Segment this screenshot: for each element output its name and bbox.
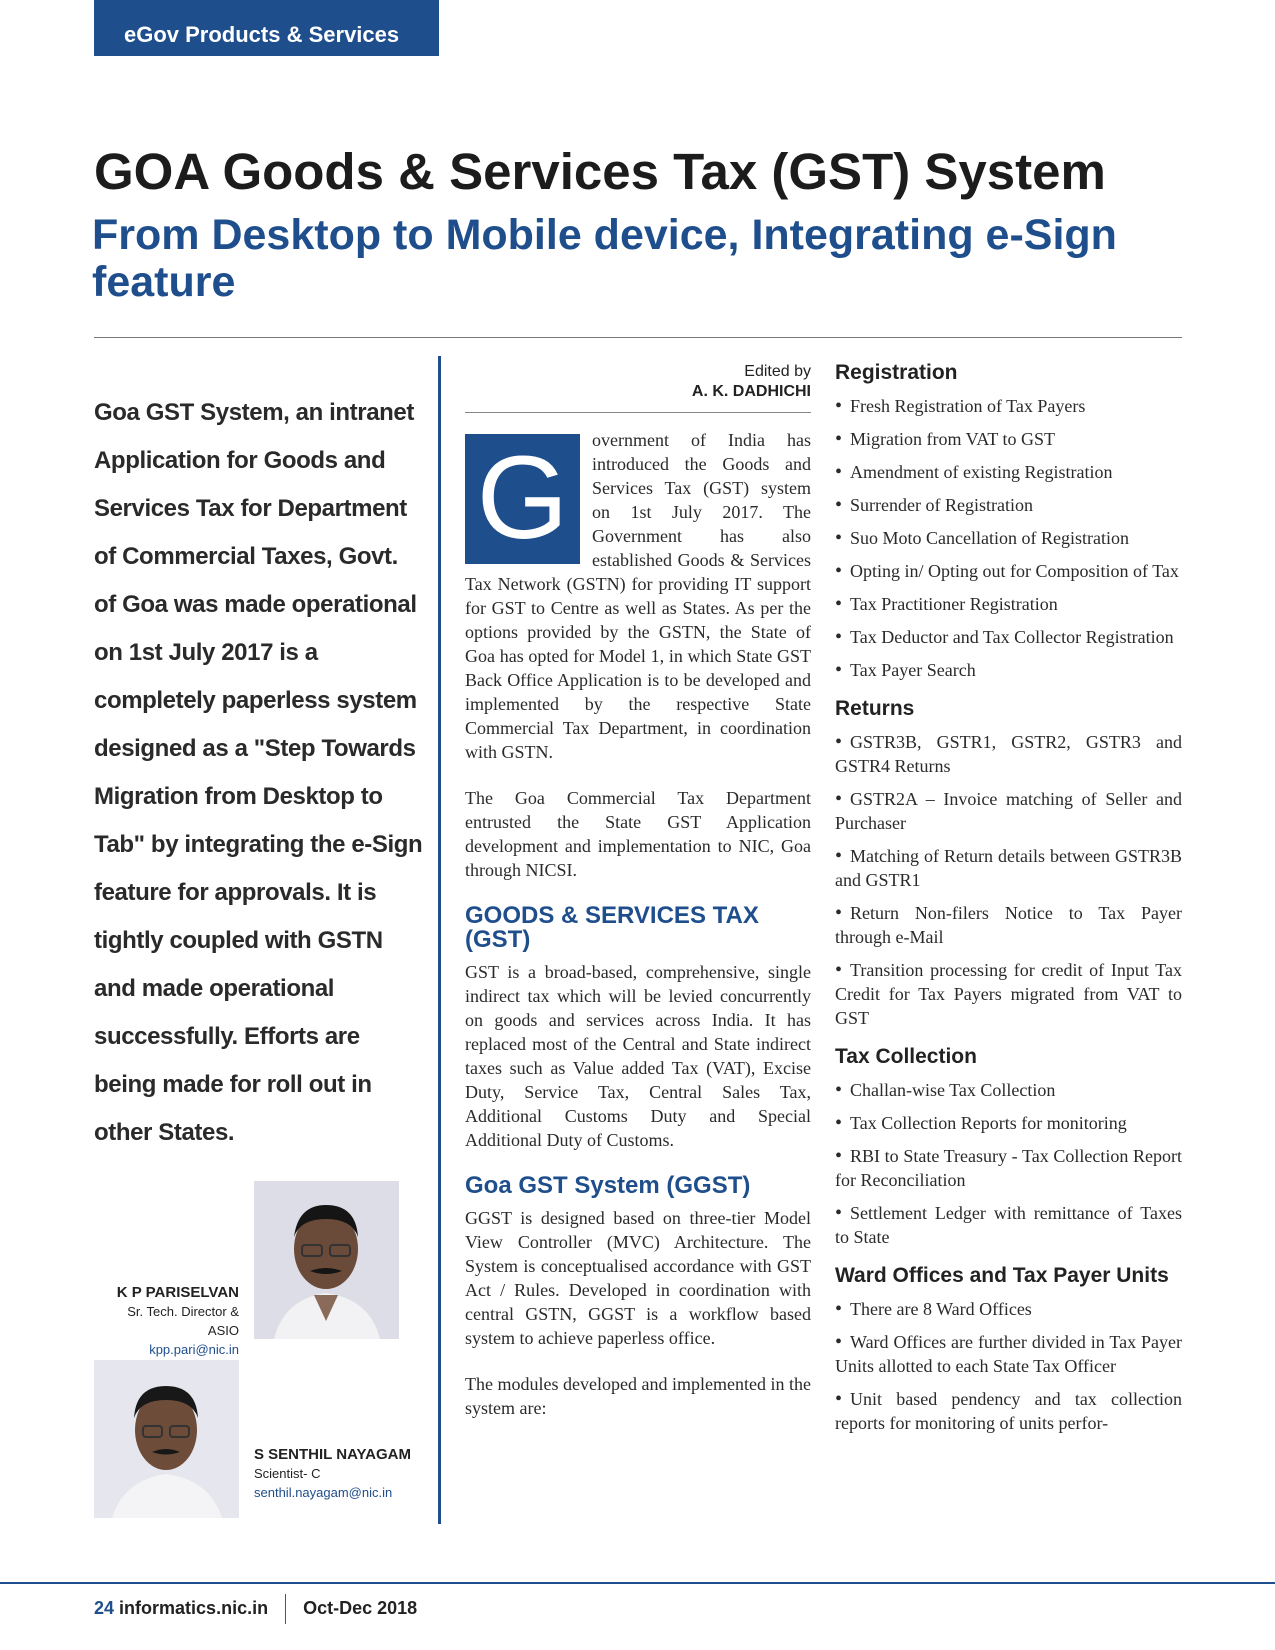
author-nayagam [254, 1445, 434, 1502]
section-tab: eGov Products & Services [94, 0, 439, 56]
list-item: • Tax Payer Search [835, 658, 1182, 682]
list-item: • Tax Practitioner Registration [835, 592, 1182, 616]
list-item: • Fresh Registration of Tax Payers [835, 394, 1182, 418]
modules-heading-registration: Registration [835, 361, 958, 384]
footer-site[interactable]: informatics.nic.in [119, 1597, 269, 1618]
body-paragraph: overnment of India has introduced the Goods and Services Tax (GST) system on 1st July 2017. The Government has also established Goods & Services Tax Network (GSTN) for providing IT support for GST to Centre as well as States. As per the options provided by the GSTN, the State of Goa has opted for Model 1, in which State GST Back Office Application is to be developed and implemented by the respective State Commercial Tax Department, in coordination with GSTN. [465, 430, 811, 762]
author-email[interactable]: senthil.nayagam@nic.in [254, 1485, 393, 1500]
list-item: • Challan-wise Tax Collection [835, 1078, 1182, 1102]
registration-list [835, 394, 1182, 682]
title-divider [94, 337, 1182, 338]
list-item: • GSTR3B, GSTR1, GSTR2, GSTR3 and GSTR4 Returns [835, 730, 1182, 778]
article-subtitle: From Desktop to Mobile device, Integrating e-Sign feature [92, 211, 1117, 306]
body-paragraph: The Goa Commercial Tax Department entrusted the State GST Application development and implementation to NIC, Goa through NICSI. [465, 788, 811, 880]
editor-divider [465, 412, 811, 413]
list-item: • Tax Deductor and Tax Collector Registration [835, 625, 1182, 649]
author-email[interactable]: kpp.pari@nic.in [149, 1342, 239, 1357]
lead-summary: Goa GST System, an intranet Application for Goods and Services Tax for Department of Commercial Taxes, Govt. of Goa was made operational on 1st July 2017 is a completely paperless system designed as a "Step Towards Migration from Desktop to Tab" by integrating the e-Sign feature for approvals. It is tightly coupled with GSTN and made operational successfully. Efforts are being made for roll out in other States. [94, 399, 423, 1146]
list-item: • Suo Moto Cancellation of Registration [835, 526, 1182, 550]
editor-credit [465, 362, 811, 402]
body-paragraph: The modules developed and implemented in the system are: [465, 1374, 811, 1418]
list-item: • Tax Collection Reports for monitoring [835, 1111, 1182, 1135]
column-divider [438, 356, 441, 1524]
modules-heading-ward-offices: Ward Offices and Tax Payer Units [835, 1264, 1169, 1287]
modules-list [835, 360, 1182, 1449]
modules-heading-returns: Returns [835, 697, 915, 720]
list-item: • Ward Offices are further divided in Tax Payer Units allotted to each State Tax Officer [835, 1330, 1182, 1378]
list-item: • RBI to State Treasury - Tax Collection Report for Reconciliation [835, 1144, 1182, 1192]
modules-heading-tax-collection: Tax Collection [835, 1045, 977, 1068]
author-photo-pariselvan [254, 1181, 399, 1339]
footer-separator [285, 1594, 286, 1624]
section-heading-gst: GOODS & SERVICES TAX (GST) [465, 902, 759, 953]
author-role: Scientist- C [254, 1466, 321, 1481]
list-item: • GSTR2A – Invoice matching of Seller and Purchaser [835, 787, 1182, 835]
author-photo-nayagam [94, 1360, 239, 1518]
editor-name: A. K. DADHICHI [691, 383, 811, 400]
list-item: • Migration from VAT to GST [835, 427, 1182, 451]
drop-cap: G [465, 434, 580, 564]
article-body [465, 428, 811, 1442]
article-title: GOA Goods & Services Tax (GST) System [94, 143, 1106, 200]
list-item: • Transition processing for credit of Input Tax Credit for Tax Payers migrated from VAT to GST [835, 958, 1182, 1030]
author-pariselvan [94, 1283, 239, 1359]
section-heading-ggst: Goa GST System (GGST) [465, 1172, 751, 1199]
footer-rule [0, 1582, 1275, 1584]
author-name: K P PARISELVAN [116, 1284, 239, 1301]
returns-list [835, 730, 1182, 1030]
list-item: • Settlement Ledger with remittance of Taxes to State [835, 1201, 1182, 1249]
author-role: Sr. Tech. Director & ASIO [127, 1304, 239, 1338]
list-item: • There are 8 Ward Offices [835, 1297, 1182, 1321]
list-item: • Surrender of Registration [835, 493, 1182, 517]
author-name: S SENTHIL NAYAGAM [254, 1446, 411, 1463]
list-item: • Unit based pendency and tax collection reports for monitoring of units perfor- [835, 1387, 1182, 1435]
list-item: • Amendment of existing Registration [835, 460, 1182, 484]
list-item: • Matching of Return details between GSTR3B and GSTR1 [835, 844, 1182, 892]
editor-label: Edited by [744, 363, 811, 380]
body-paragraph: GGST is designed based on three-tier Model View Controller (MVC) Architecture. The System is conceptualised accordance with GST Act / Rules. Developed in coordination with central GSTN, GGST is a workflow based system to achieve paperless office. [465, 1208, 811, 1348]
list-item: • Return Non-filers Notice to Tax Payer through e-Mail [835, 901, 1182, 949]
footer-issue: Oct-Dec 2018 [303, 1597, 418, 1618]
ward-offices-list [835, 1297, 1182, 1435]
page-number: 24 [94, 1597, 115, 1618]
body-paragraph: GST is a broad-based, comprehensive, single indirect tax which will be levied concurrently on goods and services across India. It has replaced most of the Central and State indirect taxes such as Value added Tax (VAT), Excise Duty, Service Tax, Central Sales Tax, Additional Customs Duty and Special Additional Duty of Customs. [465, 962, 811, 1150]
list-item: • Opting in/ Opting out for Composition of Tax [835, 559, 1182, 583]
page-footer [94, 1594, 417, 1624]
tax-collection-list [835, 1078, 1182, 1249]
